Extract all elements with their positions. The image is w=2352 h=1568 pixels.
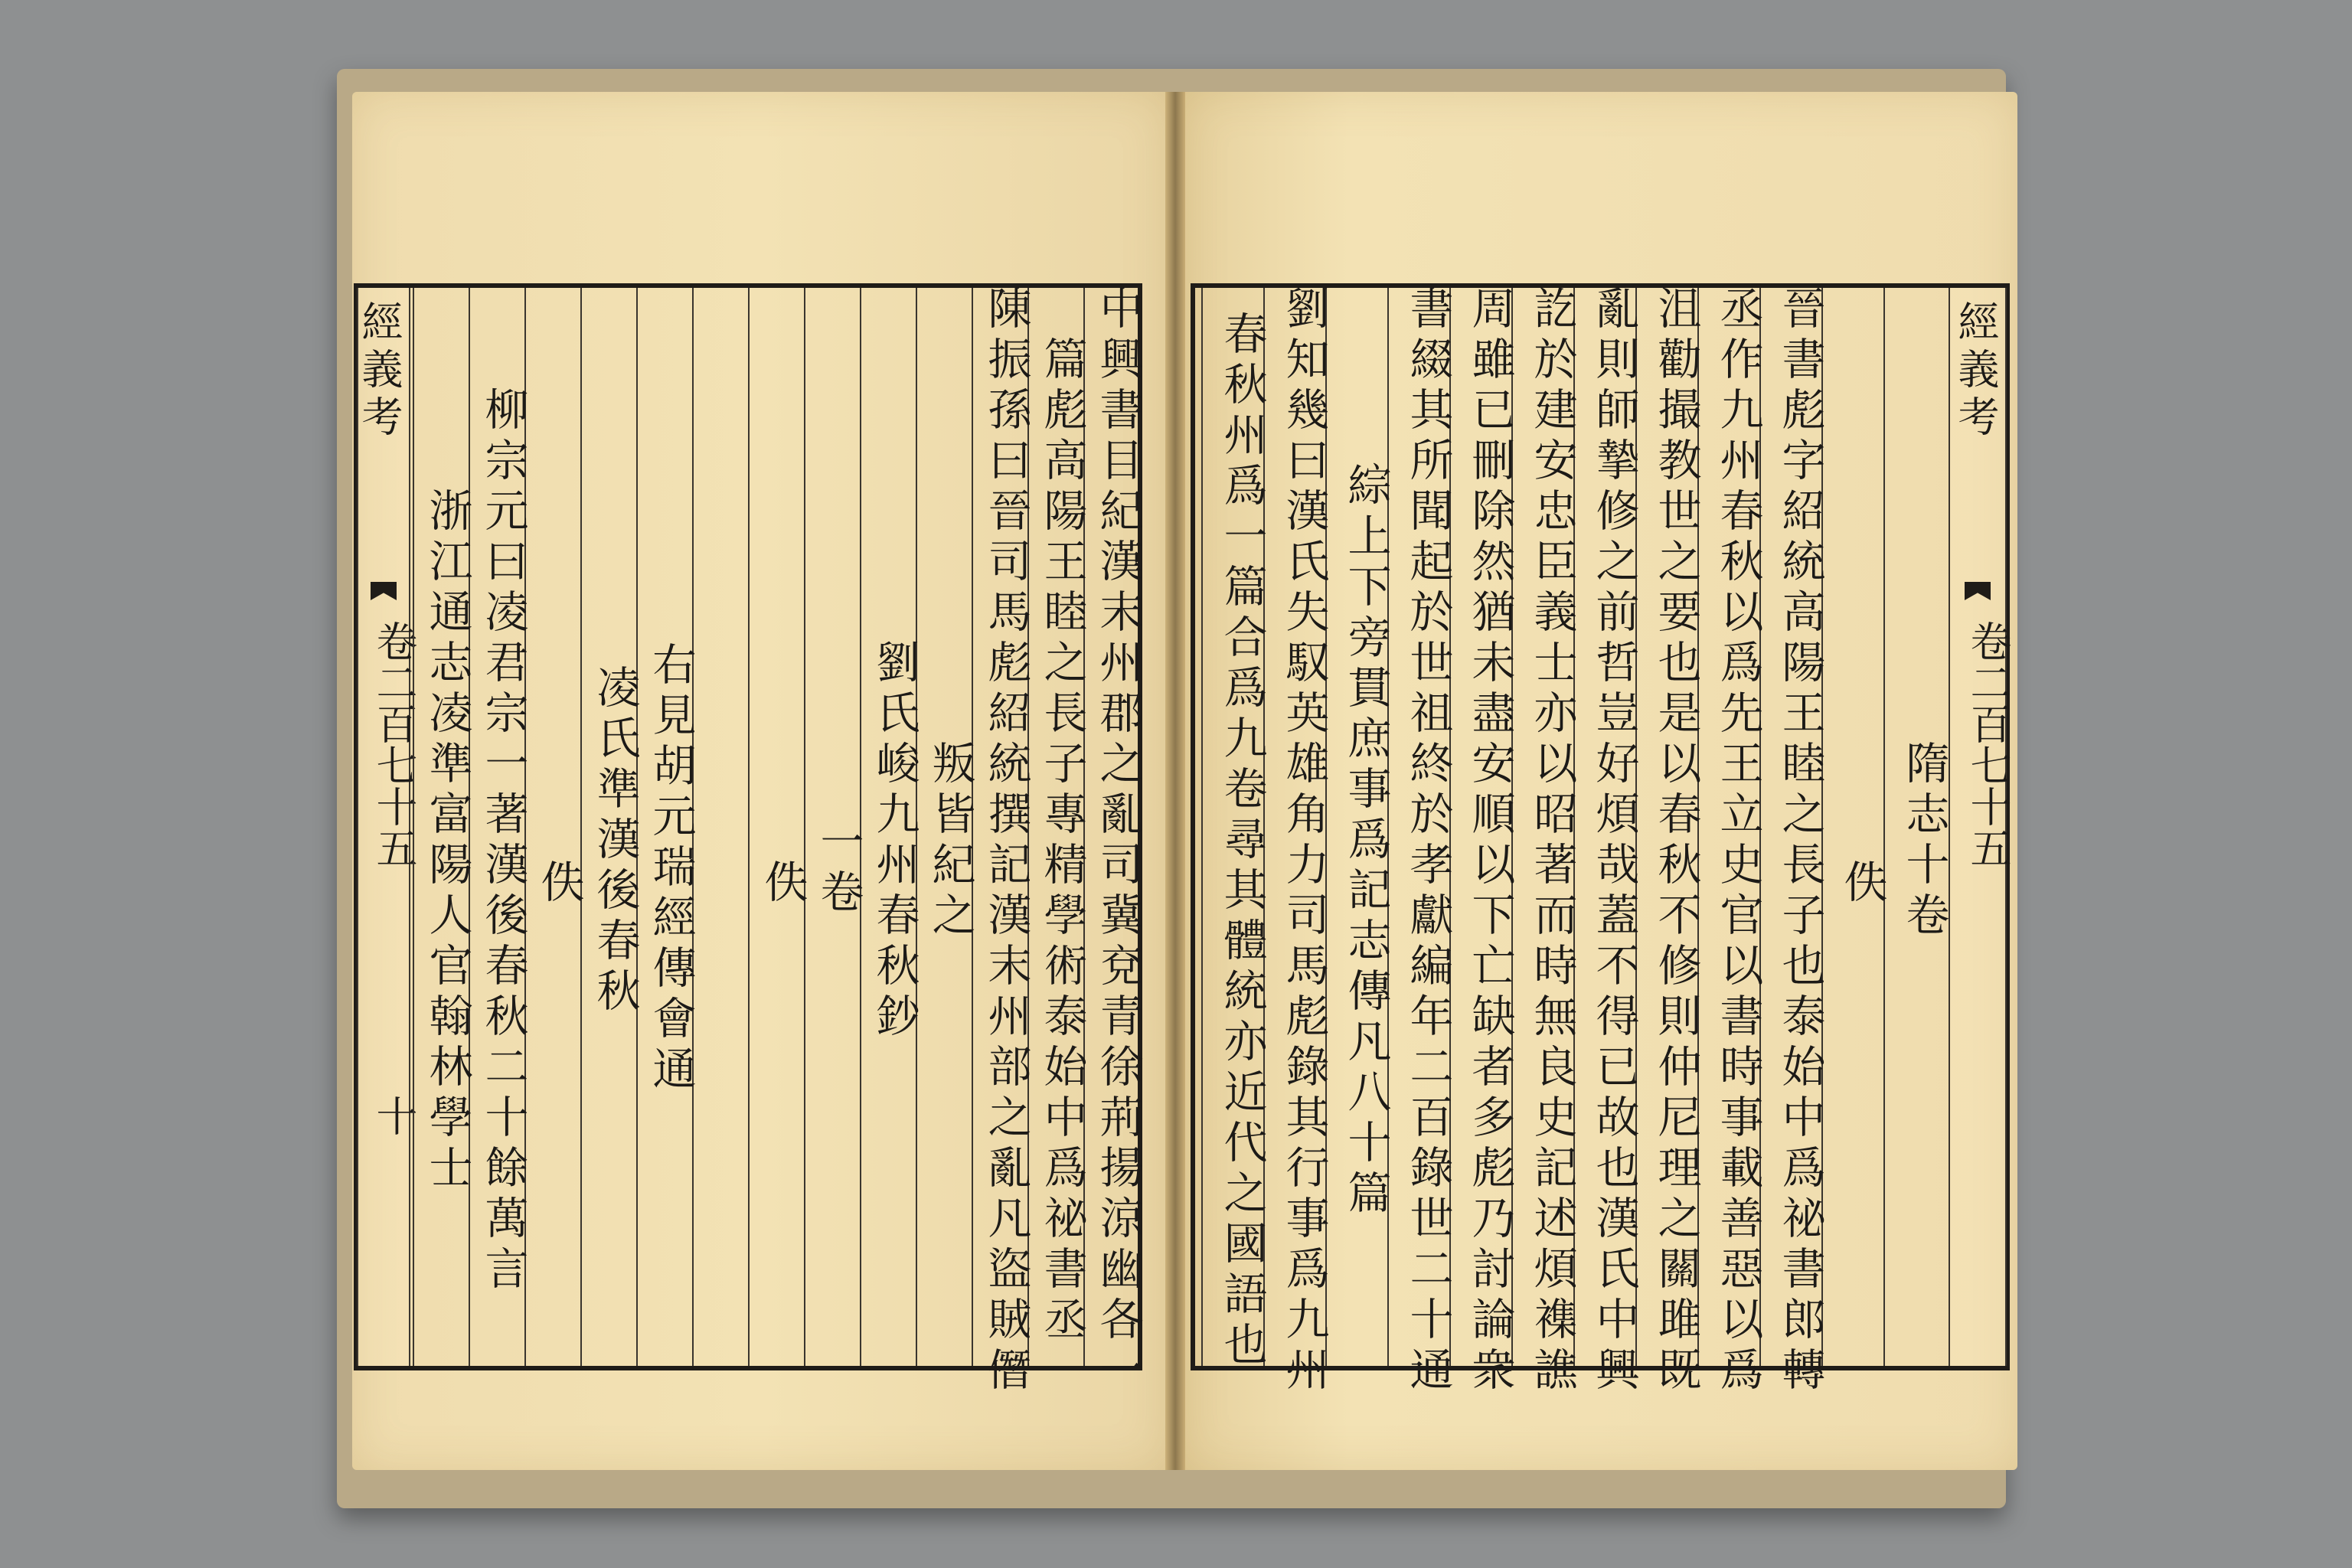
text-column: 叛皆紀之 xyxy=(916,288,972,1366)
right-banner-volume: 卷二百七十五 xyxy=(1964,620,2012,868)
text-column: 一卷 xyxy=(804,288,860,1366)
left-banner-page-number: 十 xyxy=(370,1095,418,1136)
right-banner-title: 經義考 xyxy=(1952,300,2000,443)
text-column: 周雖已刪除然猶未盡安順以下亡缺者多彪乃討論衆 xyxy=(1449,288,1511,1366)
text-column: 佚 xyxy=(524,288,580,1366)
left-banner-volume: 卷二百七十五 xyxy=(370,620,418,868)
text-column: 訖於建安忠臣義士亦以昭著而時無良史記述煩襍譙 xyxy=(1511,288,1573,1366)
text-column: 中興書目紀漢末州郡之亂司冀兗青徐荊揚涼幽各一 xyxy=(1083,288,1139,1366)
text-column: 佚 xyxy=(1821,288,1883,1366)
text-column: 劉知幾曰漢氏失馭英雄角力司馬彪錄其行事爲九州 xyxy=(1263,288,1325,1366)
book-gutter xyxy=(1165,92,1185,1470)
text-column xyxy=(692,288,748,1366)
text-column: 佚 xyxy=(748,288,804,1366)
left-banner-title: 經義考 xyxy=(355,300,403,443)
text-column: 右見胡元瑞經傳會通 xyxy=(636,288,692,1366)
text-column: 沮勸撮教世之要也是以春秋不修則仲尼理之關雎既 xyxy=(1635,288,1697,1366)
text-column: 春秋州爲一篇合爲九卷尋其體統亦近代之國語也 xyxy=(1201,288,1263,1366)
text-column: 隋志十卷 xyxy=(1883,288,1945,1366)
text-column: 書綴其所聞起於世祖終於孝獻編年二百錄世二十通 xyxy=(1387,288,1449,1366)
text-column: 劉氏峻九州春秋鈔 xyxy=(860,288,916,1366)
text-column: 晉書彪字紹統高陽王睦之長子也泰始中爲祕書郎轉 xyxy=(1759,288,1821,1366)
text-column: 凌氏準漢後春秋 xyxy=(580,288,636,1366)
text-column: 浙江通志凌準富陽人官翰林學士 xyxy=(413,288,469,1366)
text-column: 綜上下旁貫庶事爲記志傳凡八十篇 xyxy=(1325,288,1387,1366)
text-column: 陳振孫曰晉司馬彪紹統撰記漢末州部之亂凡盜賊僭 xyxy=(972,288,1027,1366)
text-column: 丞作九州春秋以爲先王立史官以書時事載善惡以爲 xyxy=(1697,288,1759,1366)
text-column: 柳宗元曰凌君宗一著漢後春秋二十餘萬言 xyxy=(469,288,524,1366)
text-column: 亂則師摯修之前哲豈好煩哉蓋不得已故也漢氏中興 xyxy=(1573,288,1635,1366)
text-column: 篇彪高陽王睦之長子專精學術泰始中爲祕書丞 xyxy=(1027,288,1083,1366)
